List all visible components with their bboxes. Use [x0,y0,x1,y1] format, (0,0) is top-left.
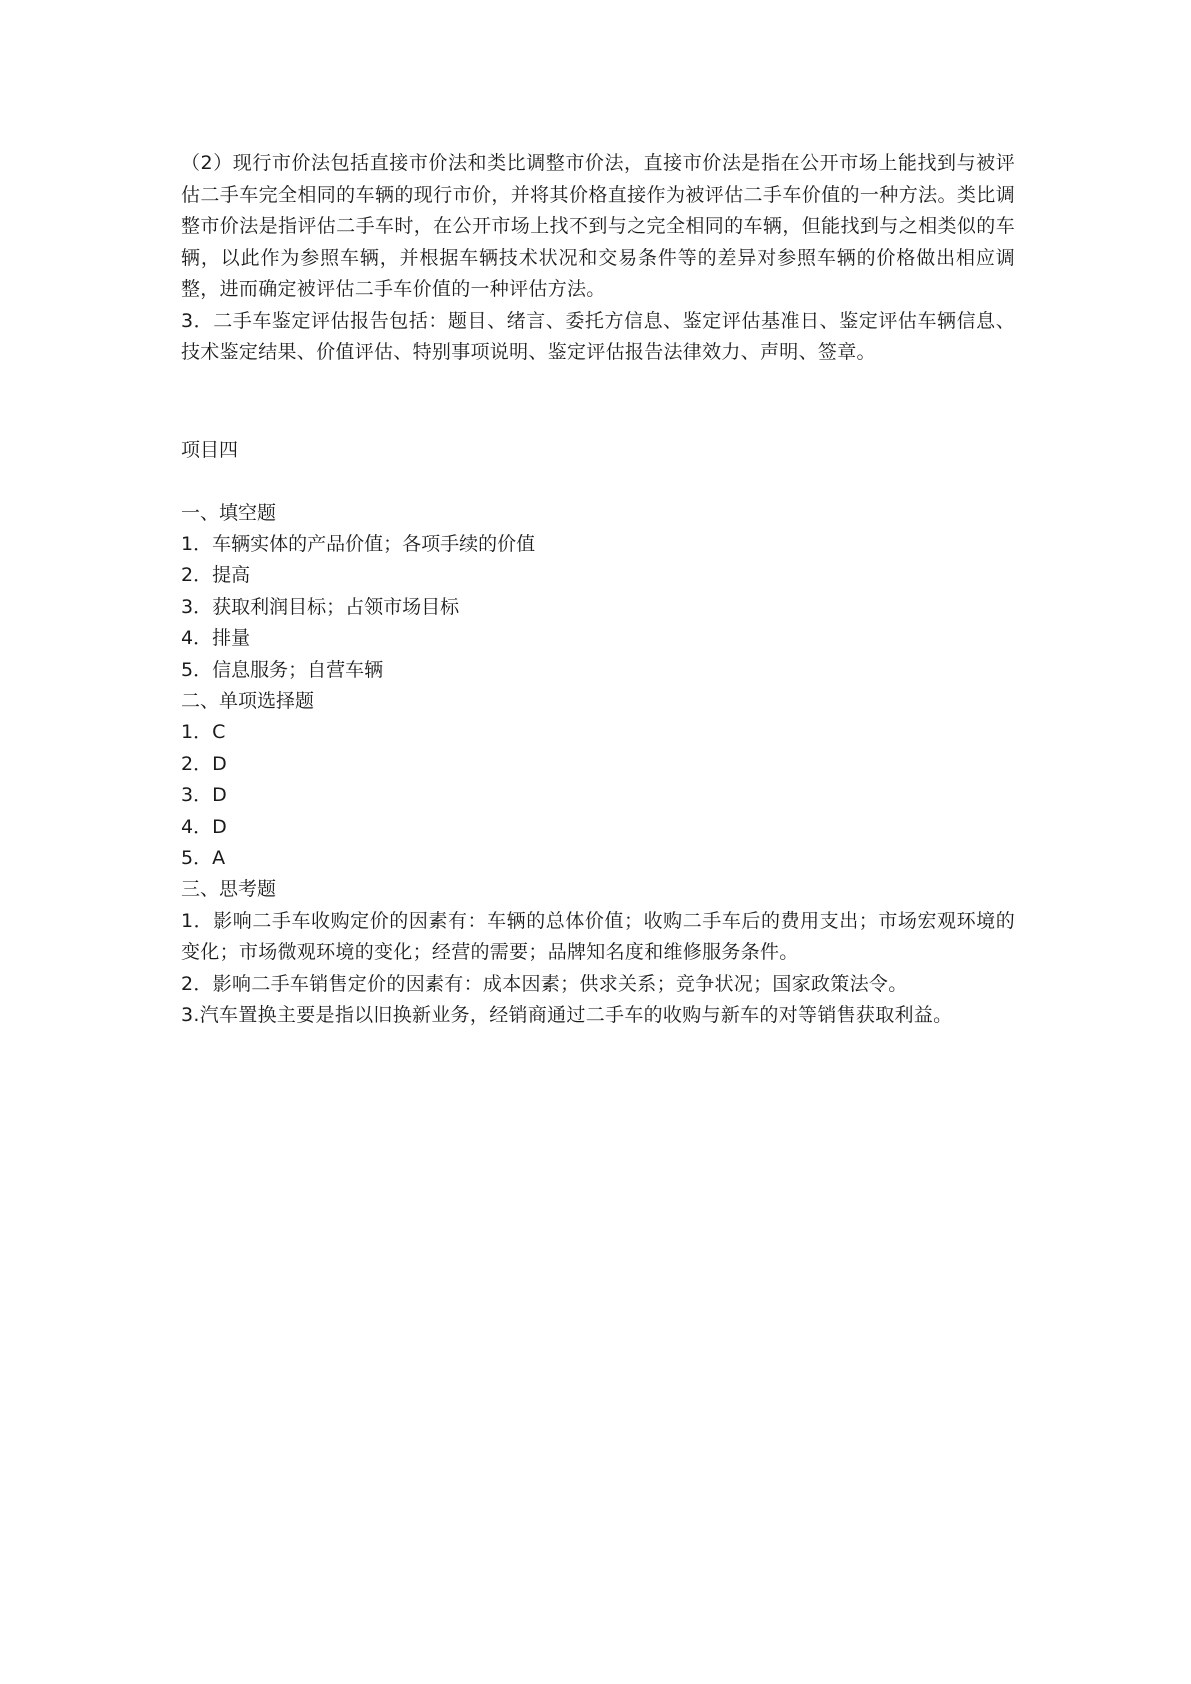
intro-paragraph-market-price: （2）现行市价法包括直接市价法和类比调整市价法，直接市价法是指在公开市场上能找到与被评估二手车完全相同的车辆的现行市价，并将其价格直接作为被评估二手车价值的一种方法。类比调整市价法是指评估二手车时，在公开市场上找不到与之完全相同的车辆，但能找到与之相类似的车辆，以此作为参照车辆，并根据车辆技术状况和交易条件等的差异对参照车辆的价格做出相应调整，进而确定被评估二手车价值的一种评估方法。 [181,152,1015,300]
section-heading-single-choice: 二、单项选择题 [181,689,315,712]
section-single-choice [181,686,1015,874]
answer-item: 4．D [181,815,227,838]
spacer [181,466,1015,498]
answer-item: 5．A [181,846,226,869]
answer-item: 2．D [181,752,227,775]
answer-item: 3．D [181,784,227,807]
answer-item: 5．信息服务；自营车辆 [181,658,384,681]
answer-item: 2．提高 [181,564,251,587]
section-thinking [181,874,1015,1031]
answer-item: 3．获取利润目标；占领市场目标 [181,595,460,618]
spacer [181,369,1015,435]
answer-item: 1．C [181,721,226,744]
answer-item: 1．影响二手车收购定价的因素有：车辆的总体价值；收购二手车后的费用支出；市场宏观环境的变化；市场微观环境的变化；经营的需要；品牌知名度和维修服务条件。 [181,909,1015,964]
answer-item: 3.汽车置换主要是指以旧换新业务，经销商通过二手车的收购与新车的对等销售获取利益。 [181,1004,953,1027]
answer-item: 4．排量 [181,627,251,650]
answer-item: 1．车辆实体的产品价值；各项手续的价值 [181,532,536,555]
section-heading-fill-blank: 一、填空题 [181,501,277,524]
answer-item: 2．影响二手车销售定价的因素有：成本因素；供求关系；竞争状况；国家政策法令。 [181,972,908,995]
project-title: 项目四 [181,438,239,461]
intro-paragraph-report-contents: 3．二手车鉴定评估报告包括：题目、绪言、委托方信息、鉴定评估基准日、鉴定评估车辆信息、技术鉴定结果、价值评估、特别事项说明、鉴定评估报告法律效力、声明、签章。 [181,309,1015,363]
section-heading-thinking: 三、思考题 [181,878,277,901]
document-page [181,148,1015,1032]
section-fill-blank [181,498,1015,686]
